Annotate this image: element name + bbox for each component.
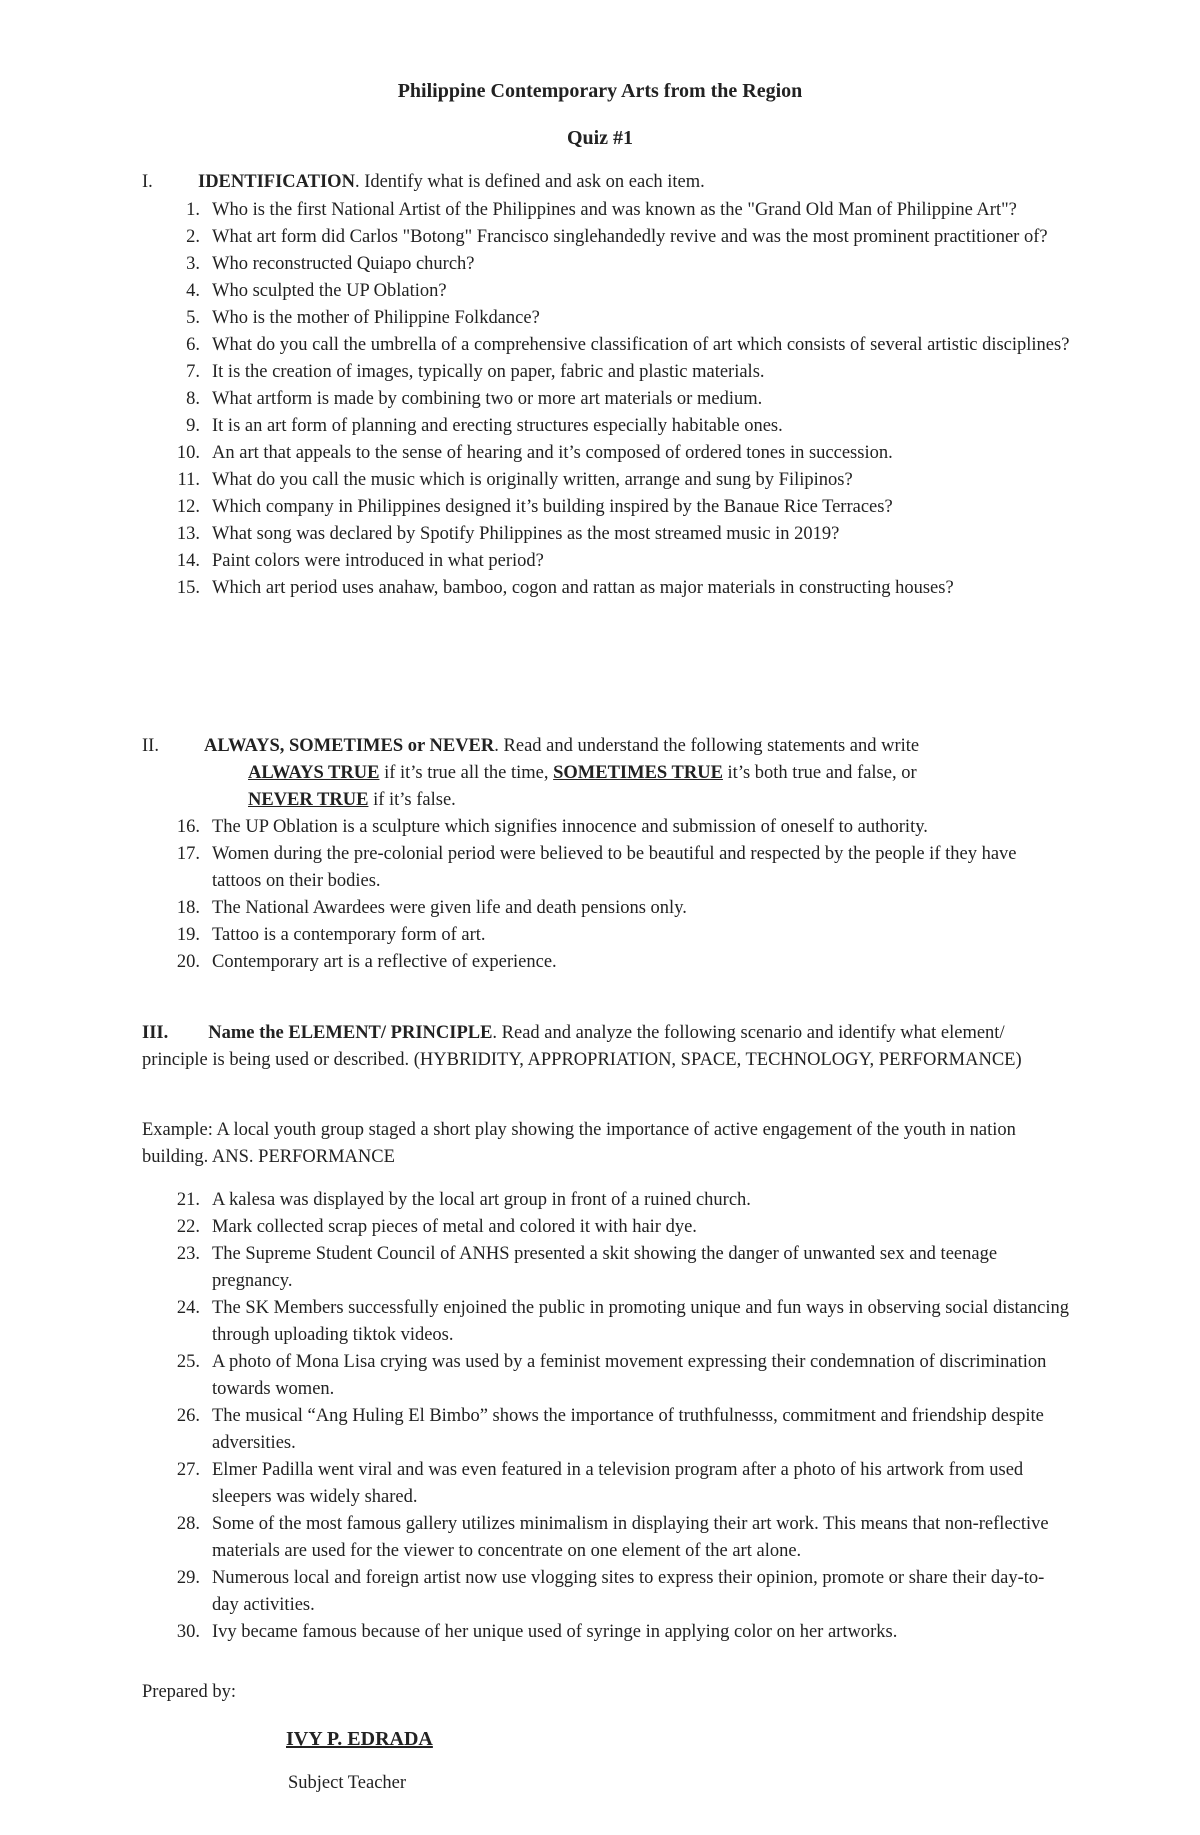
list-item: 21. A kalesa was displayed by the local art group in front of a ruined church. (176, 1190, 751, 1210)
list-item: 5. Who is the mother of Philippine Folkdance? (186, 308, 540, 328)
section-1-numeral: I. (142, 172, 153, 192)
quiz-subtitle: Quiz #1 (566, 127, 634, 149)
list-item: 3. Who reconstructed Quiapo church? (186, 254, 475, 274)
section-1-heading: IDENTIFICATION (198, 172, 355, 192)
teacher-name: IVY P. EDRADA (286, 1728, 433, 1750)
list-item: 28. Some of the most famous gallery utilizes minimalism in displaying their art work. This means that non-reflective materials are used for the viewer to concentrate on one element of the art alone. (176, 1514, 1049, 1561)
list-item: 24. The SK Members successfully enjoined the public in promoting unique and fun ways in observing social distancing through uploading tiktok videos. (176, 1298, 1070, 1345)
list-item: 17. Women during the pre-colonial period were believed to be beautiful and respected by the people if they have tattoos on their bodies. (176, 844, 1017, 891)
list-item: 15. Which art period uses anahaw, bamboo, cogon and rattan as major materials in constructing houses? (176, 578, 954, 598)
list-item: 4. Who sculpted the UP Oblation? (186, 281, 447, 301)
list-item: 25. A photo of Mona Lisa crying was used by a feminist movement expressing their condemnation of discrimination towards women. (176, 1352, 1047, 1399)
section-2-numeral: II. (142, 736, 159, 756)
prepared-by-label: Prepared by: (142, 1682, 237, 1702)
list-item: 27. Elmer Padilla went viral and was even featured in a television program after a photo of his artwork from used sleepers was widely shared. (176, 1460, 1024, 1507)
section-2-header: II. ALWAYS, SOMETIMES or NEVER. Read and understand the following statements and write ALWAYS TRUE if it’s true all the time, SOMETIMES TRUE it’s both true and false, or NEVER TRUE if it’s false. (142, 733, 1062, 814)
list-item: 14. Paint colors were introduced in what period? (176, 551, 544, 571)
list-item: 6. What do you call the umbrella of a comprehensive classification of art which consists of several artistic disciplines? (186, 335, 1070, 355)
list-item: 8. What artform is made by combining two or more art materials or medium. (186, 389, 763, 409)
teacher-role: Subject Teacher (288, 1773, 407, 1793)
list-item: 11. What do you call the music which is originally written, arrange and sung by Filipinos? (177, 470, 853, 490)
list-item: 18. The National Awardees were given life and death pensions only. (176, 898, 687, 918)
list-item: 16. The UP Oblation is a sculpture which signifies innocence and submission of oneself to authority. (176, 817, 928, 837)
section-1-list (170, 197, 1070, 602)
document-title: Philippine Contemporary Arts from the Region (397, 80, 803, 102)
list-item: 1. Who is the first National Artist of the Philippines and was known as the "Grand Old Man of Philippine Art"? (186, 200, 1017, 220)
sometimes-true-label: SOMETIMES TRUE (553, 763, 723, 783)
section-2-instruction: . Read and understand the following statements and write (494, 736, 920, 756)
section-3-example: Example: A local youth group staged a short play showing the importance of active engagement of the youth in nation building. ANS. PERFORMANCE (142, 1120, 1016, 1167)
section-1-header (142, 169, 1062, 196)
section-1-instruction: . Identify what is defined and ask on each item. (354, 172, 705, 192)
section-3-numeral: III. (142, 1023, 169, 1043)
section-3-list (170, 1187, 1070, 1646)
list-item: 10. An art that appeals to the sense of hearing and it’s composed of ordered tones in succession. (176, 443, 893, 463)
list-item: 26. The musical “Ang Huling El Bimbo” shows the importance of truthfulnesss, commitment and friendship despite adversities. (176, 1406, 1044, 1453)
list-item: 23. The Supreme Student Council of ANHS presented a skit showing the danger of unwanted sex and teenage pregnancy. (176, 1244, 998, 1291)
list-item: 13. What song was declared by Spotify Philippines as the most streamed music in 2019? (176, 524, 840, 544)
section-3-instruction: . Read and analyze the following scenario and identify what element/ principle is being used or described. (HYBRIDITY, APPROPRIATION, SPACE, TECHNOLOGY, PERFORMANCE) (142, 1023, 1022, 1070)
list-item: 12. Which company in Philippines designed it’s building inspired by the Banaue Rice Terraces? (176, 497, 893, 517)
section-3-heading: Name the ELEMENT/ PRINCIPLE (208, 1023, 493, 1043)
never-true-label: NEVER TRUE (248, 790, 369, 810)
list-item: 20. Contemporary art is a reflective of experience. (176, 952, 557, 972)
section-2-list (170, 814, 1070, 976)
list-item: 2. What art form did Carlos "Botong" Francisco singlehandedly revive and was the most prominent practitioner of? (186, 227, 1048, 247)
list-item: 9. It is an art form of planning and erecting structures especially habitable ones. (186, 416, 783, 436)
list-item: 7. It is the creation of images, typically on paper, fabric and plastic materials. (186, 362, 765, 382)
list-item: 29. Numerous local and foreign artist now use vlogging sites to express their opinion, promote or share their day-to-day activities. (176, 1568, 1045, 1615)
always-true-label: ALWAYS TRUE (248, 763, 380, 783)
list-item: 30. Ivy became famous because of her unique used of syringe in applying color on her artworks. (176, 1622, 898, 1642)
section-2-heading: ALWAYS, SOMETIMES or NEVER (204, 736, 495, 756)
list-item: 19. Tattoo is a contemporary form of art. (176, 925, 486, 945)
list-item: 22. Mark collected scrap pieces of metal and colored it with hair dye. (176, 1217, 697, 1237)
section-3-header (142, 1020, 1062, 1074)
